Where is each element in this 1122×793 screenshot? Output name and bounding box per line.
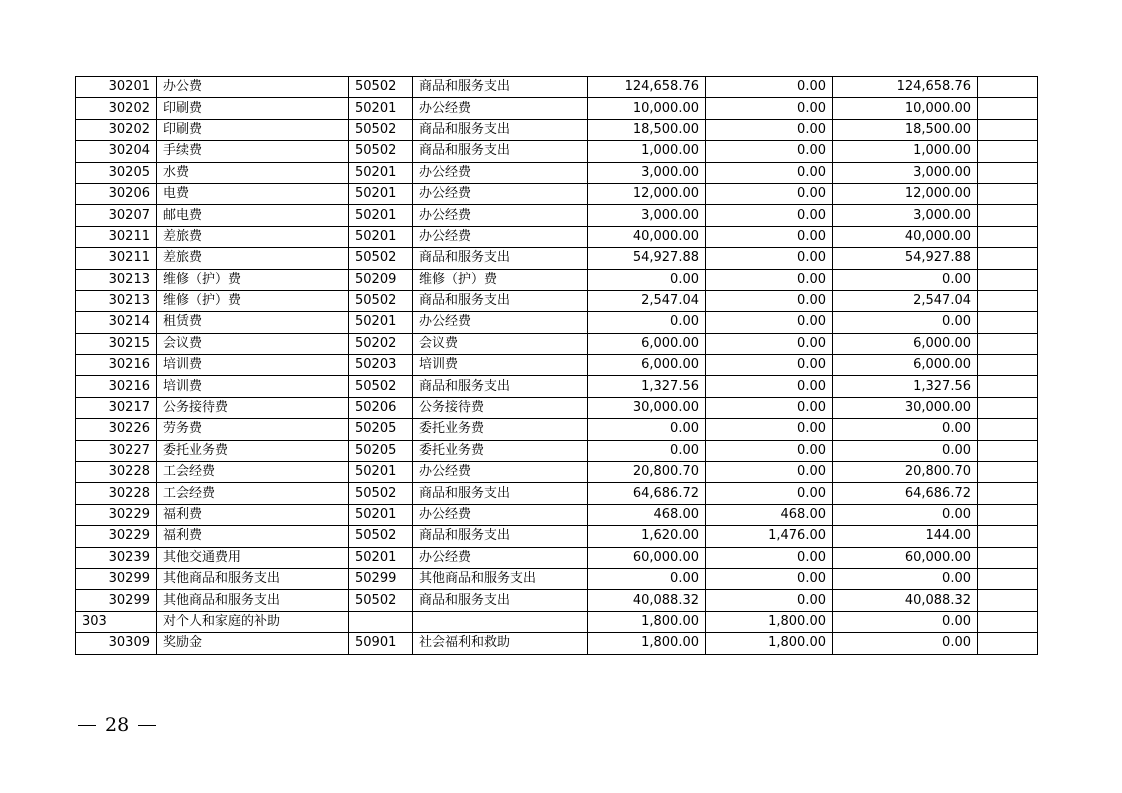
extra-cell — [978, 290, 1038, 311]
economic-code-cell: 30226 — [76, 419, 157, 440]
gov-name-cell: 公务接待费 — [413, 397, 588, 418]
economic-name-cell: 会议费 — [157, 333, 349, 354]
total-cell: 3,000.00 — [588, 205, 706, 226]
basic-cell: 468.00 — [706, 504, 833, 525]
basic-cell: 0.00 — [706, 333, 833, 354]
project-cell: 20,800.70 — [833, 462, 978, 483]
extra-cell — [978, 183, 1038, 204]
total-cell: 1,800.00 — [588, 633, 706, 654]
economic-name-cell: 印刷费 — [157, 98, 349, 119]
total-cell: 6,000.00 — [588, 333, 706, 354]
gov-code-cell: 50502 — [349, 590, 413, 611]
economic-code-cell: 30228 — [76, 483, 157, 504]
gov-code-cell: 50299 — [349, 568, 413, 589]
total-cell: 0.00 — [588, 419, 706, 440]
gov-name-cell: 办公经费 — [413, 205, 588, 226]
extra-cell — [978, 77, 1038, 98]
gov-name-cell — [413, 611, 588, 632]
total-cell: 1,327.56 — [588, 376, 706, 397]
gov-name-cell: 办公经费 — [413, 504, 588, 525]
table-row — [76, 611, 1038, 632]
basic-cell: 0.00 — [706, 290, 833, 311]
project-cell: 0.00 — [833, 504, 978, 525]
total-cell: 10,000.00 — [588, 98, 706, 119]
gov-code-cell: 50201 — [349, 226, 413, 247]
gov-code-cell: 50502 — [349, 77, 413, 98]
gov-code-cell: 50502 — [349, 376, 413, 397]
economic-code-cell: 30239 — [76, 547, 157, 568]
basic-cell: 0.00 — [706, 248, 833, 269]
table-row — [76, 141, 1038, 162]
extra-cell — [978, 312, 1038, 333]
gov-name-cell: 会议费 — [413, 333, 588, 354]
table-row — [76, 419, 1038, 440]
total-cell: 54,927.88 — [588, 248, 706, 269]
total-cell: 6,000.00 — [588, 355, 706, 376]
gov-name-cell: 社会福利和救助 — [413, 633, 588, 654]
economic-name-cell: 维修（护）费 — [157, 269, 349, 290]
gov-code-cell: 50502 — [349, 483, 413, 504]
gov-code-cell: 50201 — [349, 462, 413, 483]
basic-cell: 0.00 — [706, 162, 833, 183]
economic-name-cell: 租赁费 — [157, 312, 349, 333]
extra-cell — [978, 483, 1038, 504]
gov-code-cell: 50202 — [349, 333, 413, 354]
economic-name-cell: 其他商品和服务支出 — [157, 568, 349, 589]
gov-name-cell: 办公经费 — [413, 183, 588, 204]
economic-code-cell: 30207 — [76, 205, 157, 226]
economic-code-cell: 30216 — [76, 355, 157, 376]
gov-name-cell: 商品和服务支出 — [413, 376, 588, 397]
project-cell: 60,000.00 — [833, 547, 978, 568]
total-cell: 0.00 — [588, 440, 706, 461]
gov-code-cell: 50502 — [349, 119, 413, 140]
extra-cell — [978, 98, 1038, 119]
economic-name-cell: 福利费 — [157, 504, 349, 525]
gov-code-cell: 50901 — [349, 633, 413, 654]
economic-code-cell: 30215 — [76, 333, 157, 354]
total-cell: 20,800.70 — [588, 462, 706, 483]
economic-name-cell: 委托业务费 — [157, 440, 349, 461]
economic-name-cell: 培训费 — [157, 376, 349, 397]
economic-name-cell: 水费 — [157, 162, 349, 183]
economic-name-cell: 差旅费 — [157, 248, 349, 269]
extra-cell — [978, 205, 1038, 226]
table-row — [76, 440, 1038, 461]
gov-name-cell: 商品和服务支出 — [413, 248, 588, 269]
table-row — [76, 568, 1038, 589]
table-row — [76, 376, 1038, 397]
extra-cell — [978, 526, 1038, 547]
table-row — [76, 162, 1038, 183]
economic-name-cell: 奖励金 — [157, 633, 349, 654]
table-row — [76, 205, 1038, 226]
gov-code-cell: 50203 — [349, 355, 413, 376]
total-cell: 0.00 — [588, 312, 706, 333]
economic-code-cell: 30227 — [76, 440, 157, 461]
economic-name-cell: 福利费 — [157, 526, 349, 547]
economic-name-cell: 维修（护）费 — [157, 290, 349, 311]
total-cell: 1,800.00 — [588, 611, 706, 632]
total-cell: 468.00 — [588, 504, 706, 525]
table-row — [76, 98, 1038, 119]
gov-code-cell: 50206 — [349, 397, 413, 418]
basic-cell: 0.00 — [706, 440, 833, 461]
economic-code-cell: 303 — [76, 611, 157, 632]
budget-table — [75, 76, 1038, 655]
economic-code-cell: 30216 — [76, 376, 157, 397]
table-row — [76, 355, 1038, 376]
project-cell: 0.00 — [833, 611, 978, 632]
table-row — [76, 333, 1038, 354]
total-cell: 60,000.00 — [588, 547, 706, 568]
basic-cell: 0.00 — [706, 269, 833, 290]
extra-cell — [978, 568, 1038, 589]
project-cell: 40,088.32 — [833, 590, 978, 611]
total-cell: 3,000.00 — [588, 162, 706, 183]
gov-code-cell: 50502 — [349, 141, 413, 162]
table-row — [76, 590, 1038, 611]
gov-code-cell: 50502 — [349, 290, 413, 311]
basic-cell: 0.00 — [706, 419, 833, 440]
gov-code-cell: 50502 — [349, 248, 413, 269]
project-cell: 0.00 — [833, 633, 978, 654]
table-row — [76, 483, 1038, 504]
gov-name-cell: 商品和服务支出 — [413, 526, 588, 547]
page-footer — [78, 714, 156, 736]
economic-code-cell: 30213 — [76, 290, 157, 311]
economic-code-cell: 30229 — [76, 526, 157, 547]
economic-code-cell: 30211 — [76, 248, 157, 269]
table-row — [76, 504, 1038, 525]
extra-cell — [978, 633, 1038, 654]
gov-code-cell: 50201 — [349, 162, 413, 183]
gov-code-cell: 50201 — [349, 547, 413, 568]
total-cell: 30,000.00 — [588, 397, 706, 418]
economic-code-cell: 30217 — [76, 397, 157, 418]
project-cell: 12,000.00 — [833, 183, 978, 204]
gov-name-cell: 培训费 — [413, 355, 588, 376]
gov-name-cell: 商品和服务支出 — [413, 590, 588, 611]
gov-name-cell: 商品和服务支出 — [413, 119, 588, 140]
economic-code-cell: 30204 — [76, 141, 157, 162]
gov-code-cell: 50205 — [349, 419, 413, 440]
extra-cell — [978, 376, 1038, 397]
table-row — [76, 462, 1038, 483]
basic-cell: 0.00 — [706, 141, 833, 162]
gov-name-cell: 办公经费 — [413, 312, 588, 333]
economic-name-cell: 其他交通费用 — [157, 547, 349, 568]
extra-cell — [978, 248, 1038, 269]
extra-cell — [978, 141, 1038, 162]
gov-name-cell: 商品和服务支出 — [413, 141, 588, 162]
gov-name-cell: 委托业务费 — [413, 419, 588, 440]
gov-name-cell: 办公经费 — [413, 226, 588, 247]
table-row — [76, 269, 1038, 290]
project-cell: 54,927.88 — [833, 248, 978, 269]
extra-cell — [978, 611, 1038, 632]
basic-cell: 0.00 — [706, 205, 833, 226]
project-cell: 0.00 — [833, 568, 978, 589]
footer-dash-right — [138, 725, 156, 726]
project-cell: 2,547.04 — [833, 290, 978, 311]
economic-code-cell: 30202 — [76, 98, 157, 119]
economic-code-cell: 30214 — [76, 312, 157, 333]
page-number: 28 — [105, 714, 130, 736]
project-cell: 18,500.00 — [833, 119, 978, 140]
basic-cell: 0.00 — [706, 397, 833, 418]
extra-cell — [978, 590, 1038, 611]
economic-name-cell: 工会经费 — [157, 483, 349, 504]
table-row — [76, 183, 1038, 204]
economic-name-cell: 工会经费 — [157, 462, 349, 483]
project-cell: 64,686.72 — [833, 483, 978, 504]
economic-name-cell: 其他商品和服务支出 — [157, 590, 349, 611]
project-cell: 0.00 — [833, 440, 978, 461]
basic-cell: 0.00 — [706, 547, 833, 568]
total-cell: 1,000.00 — [588, 141, 706, 162]
economic-name-cell: 劳务费 — [157, 419, 349, 440]
economic-name-cell: 手续费 — [157, 141, 349, 162]
basic-cell: 0.00 — [706, 355, 833, 376]
economic-code-cell: 30202 — [76, 119, 157, 140]
basic-cell: 0.00 — [706, 119, 833, 140]
total-cell: 12,000.00 — [588, 183, 706, 204]
economic-name-cell: 邮电费 — [157, 205, 349, 226]
economic-code-cell: 30229 — [76, 504, 157, 525]
table-row — [76, 312, 1038, 333]
basic-cell: 0.00 — [706, 376, 833, 397]
project-cell: 144.00 — [833, 526, 978, 547]
project-cell: 0.00 — [833, 312, 978, 333]
total-cell: 124,658.76 — [588, 77, 706, 98]
gov-name-cell: 其他商品和服务支出 — [413, 568, 588, 589]
extra-cell — [978, 440, 1038, 461]
gov-name-cell: 办公经费 — [413, 162, 588, 183]
basic-cell: 1,800.00 — [706, 611, 833, 632]
economic-name-cell: 办公费 — [157, 77, 349, 98]
gov-code-cell: 50201 — [349, 205, 413, 226]
total-cell: 18,500.00 — [588, 119, 706, 140]
gov-name-cell: 办公经费 — [413, 547, 588, 568]
economic-code-cell: 30299 — [76, 568, 157, 589]
extra-cell — [978, 269, 1038, 290]
gov-name-cell: 办公经费 — [413, 98, 588, 119]
gov-code-cell: 50201 — [349, 98, 413, 119]
total-cell: 40,088.32 — [588, 590, 706, 611]
extra-cell — [978, 397, 1038, 418]
total-cell: 0.00 — [588, 269, 706, 290]
gov-name-cell: 办公经费 — [413, 462, 588, 483]
extra-cell — [978, 333, 1038, 354]
project-cell: 1,000.00 — [833, 141, 978, 162]
gov-code-cell: 50201 — [349, 183, 413, 204]
total-cell: 64,686.72 — [588, 483, 706, 504]
gov-name-cell: 商品和服务支出 — [413, 77, 588, 98]
basic-cell: 0.00 — [706, 183, 833, 204]
extra-cell — [978, 462, 1038, 483]
economic-code-cell: 30211 — [76, 226, 157, 247]
extra-cell — [978, 419, 1038, 440]
project-cell: 40,000.00 — [833, 226, 978, 247]
gov-code-cell: 50205 — [349, 440, 413, 461]
basic-cell: 0.00 — [706, 77, 833, 98]
total-cell: 1,620.00 — [588, 526, 706, 547]
economic-code-cell: 30299 — [76, 590, 157, 611]
table-row — [76, 397, 1038, 418]
total-cell: 40,000.00 — [588, 226, 706, 247]
extra-cell — [978, 119, 1038, 140]
gov-code-cell: 50201 — [349, 312, 413, 333]
basic-cell: 1,476.00 — [706, 526, 833, 547]
economic-name-cell: 印刷费 — [157, 119, 349, 140]
project-cell: 30,000.00 — [833, 397, 978, 418]
gov-code-cell: 50201 — [349, 504, 413, 525]
project-cell: 0.00 — [833, 269, 978, 290]
gov-code-cell: 50502 — [349, 526, 413, 547]
project-cell: 6,000.00 — [833, 355, 978, 376]
gov-name-cell: 委托业务费 — [413, 440, 588, 461]
project-cell: 1,327.56 — [833, 376, 978, 397]
basic-cell: 1,800.00 — [706, 633, 833, 654]
table-row — [76, 119, 1038, 140]
gov-code-cell: 50209 — [349, 269, 413, 290]
basic-cell: 0.00 — [706, 98, 833, 119]
economic-code-cell: 30213 — [76, 269, 157, 290]
basic-cell: 0.00 — [706, 462, 833, 483]
project-cell: 0.00 — [833, 419, 978, 440]
economic-name-cell: 电费 — [157, 183, 349, 204]
total-cell: 0.00 — [588, 568, 706, 589]
table-row — [76, 290, 1038, 311]
economic-name-cell: 公务接待费 — [157, 397, 349, 418]
table-row — [76, 248, 1038, 269]
table-row — [76, 77, 1038, 98]
basic-cell: 0.00 — [706, 590, 833, 611]
total-cell: 2,547.04 — [588, 290, 706, 311]
table-row — [76, 226, 1038, 247]
gov-name-cell: 商品和服务支出 — [413, 483, 588, 504]
basic-cell: 0.00 — [706, 568, 833, 589]
gov-code-cell — [349, 611, 413, 632]
extra-cell — [978, 355, 1038, 376]
project-cell: 6,000.00 — [833, 333, 978, 354]
gov-name-cell: 维修（护）费 — [413, 269, 588, 290]
economic-code-cell: 30228 — [76, 462, 157, 483]
table-row — [76, 547, 1038, 568]
table-body — [76, 77, 1038, 655]
extra-cell — [978, 547, 1038, 568]
economic-name-cell: 培训费 — [157, 355, 349, 376]
table-row — [76, 633, 1038, 654]
basic-cell: 0.00 — [706, 226, 833, 247]
gov-name-cell: 商品和服务支出 — [413, 290, 588, 311]
project-cell: 10,000.00 — [833, 98, 978, 119]
extra-cell — [978, 504, 1038, 525]
extra-cell — [978, 162, 1038, 183]
economic-name-cell: 对个人和家庭的补助 — [157, 611, 349, 632]
table-row — [76, 526, 1038, 547]
economic-code-cell: 30201 — [76, 77, 157, 98]
economic-code-cell: 30309 — [76, 633, 157, 654]
footer-dash-left — [78, 725, 96, 726]
basic-cell: 0.00 — [706, 312, 833, 333]
project-cell: 3,000.00 — [833, 162, 978, 183]
extra-cell — [978, 226, 1038, 247]
project-cell: 124,658.76 — [833, 77, 978, 98]
basic-cell: 0.00 — [706, 483, 833, 504]
economic-code-cell: 30205 — [76, 162, 157, 183]
economic-name-cell: 差旅费 — [157, 226, 349, 247]
economic-code-cell: 30206 — [76, 183, 157, 204]
project-cell: 3,000.00 — [833, 205, 978, 226]
